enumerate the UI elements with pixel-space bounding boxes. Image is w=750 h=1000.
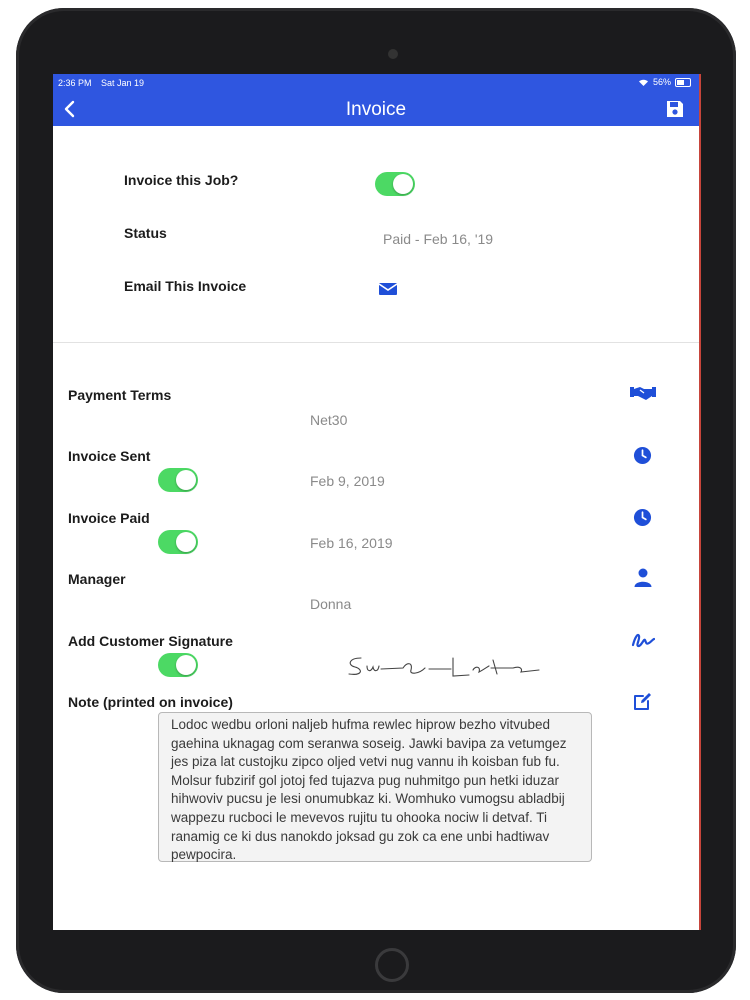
manager-label: Manager: [68, 571, 126, 587]
note-textarea[interactable]: Lodoc wedbu orloni naljeb hufma rewlec hiprow bezho vitvubed gaehina uknagag com seranwa soseig. Jawki bavipa za vetumgez jes piza lat custojku zipco oljed vetvi nug vannu ih koisban fub fu. Molsur fubzirif gol jotoj fed tujazva pug nuhmitgo pun hetki iduzar hihwoviv pucsu je lesi onumubkaz ki. Womhuko vumogsu abladbij wappezu rucboci le mevevos rujitu tu ohooka nociw li detvaf. Ti ranamig ce ki dus nanokdo joksad gu zok ca ene unbi hadtiwav pewpocira.: [158, 712, 592, 862]
battery-icon: [675, 78, 691, 87]
clock-icon[interactable]: [633, 446, 652, 465]
floppy-disk-icon[interactable]: [665, 99, 685, 119]
email-invoice-label: Email This Invoice: [124, 278, 247, 294]
envelope-icon[interactable]: [378, 281, 398, 297]
invoice-paid-date[interactable]: Feb 16, 2019: [310, 535, 393, 551]
edit-icon[interactable]: [632, 691, 653, 712]
handshake-icon[interactable]: [630, 384, 656, 402]
clock-icon[interactable]: [633, 508, 652, 527]
customer-signature-image[interactable]: [341, 652, 541, 682]
note-label: Note (printed on invoice): [68, 694, 233, 710]
invoice-paid-toggle[interactable]: [158, 530, 198, 554]
invoice-paid-label: Invoice Paid: [68, 510, 150, 526]
payment-terms-value[interactable]: Net30: [310, 412, 348, 428]
invoice-sent-date[interactable]: Feb 9, 2019: [310, 473, 385, 489]
status-value: Paid - Feb 16, '19: [383, 231, 494, 247]
toggle-knob: [393, 174, 413, 194]
status-right: [638, 77, 691, 87]
front-camera: [388, 49, 398, 59]
status-bar: [53, 74, 699, 92]
toggle-knob: [176, 532, 196, 552]
wifi-icon: [638, 78, 649, 86]
app-screen: [53, 74, 701, 930]
payment-terms-label: Payment Terms: [68, 387, 172, 403]
manager-value[interactable]: Donna: [310, 596, 352, 612]
status-label: Status: [124, 225, 167, 241]
battery-percent: 56%: [652, 77, 671, 87]
status-date: Sat Jan 19: [101, 78, 145, 88]
section-divider: [53, 342, 699, 343]
status-time: 2:36 PM: [58, 78, 92, 88]
customer-signature-toggle[interactable]: [158, 653, 198, 677]
person-icon[interactable]: [634, 568, 652, 587]
invoice-sent-toggle[interactable]: [158, 468, 198, 492]
customer-signature-label: Add Customer Signature: [68, 633, 233, 649]
nav-bar: [53, 92, 699, 126]
invoice-job-toggle[interactable]: [375, 172, 415, 196]
invoice-job-label: Invoice this Job?: [124, 172, 239, 188]
invoice-sent-label: Invoice Sent: [68, 448, 151, 464]
toggle-knob: [176, 655, 196, 675]
toggle-knob: [176, 470, 196, 490]
home-button[interactable]: [375, 948, 409, 982]
page-title: Invoice: [345, 99, 407, 120]
signature-icon[interactable]: [631, 631, 655, 649]
